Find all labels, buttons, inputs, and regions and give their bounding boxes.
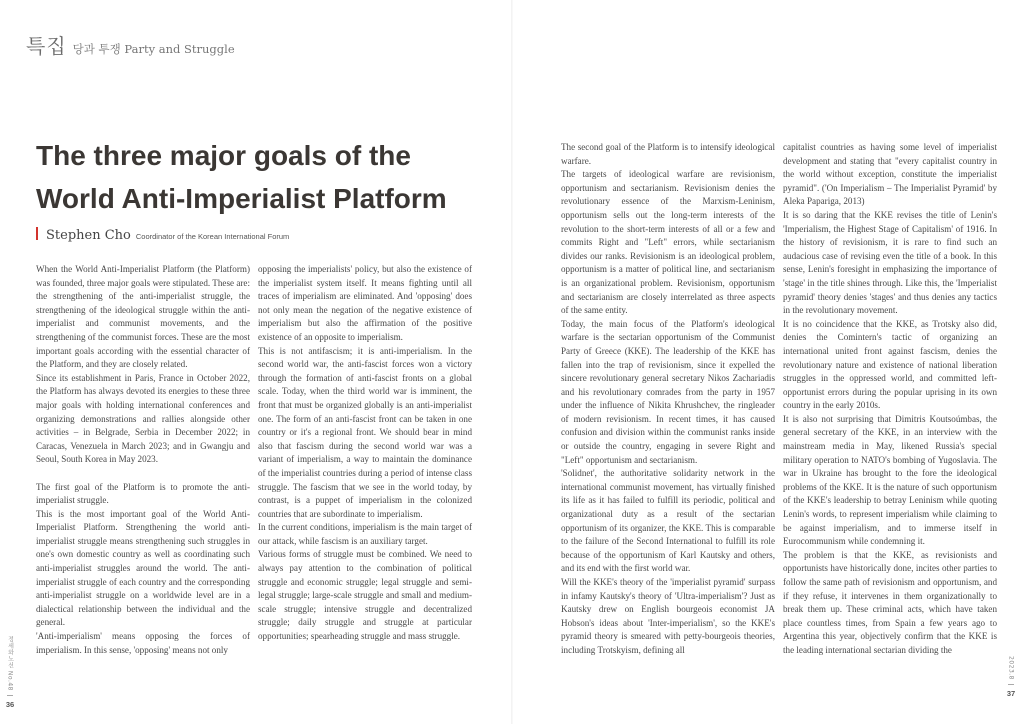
accent-bar [36, 227, 38, 240]
paragraph: Various forms of struggle must be combined. We need to always pay attention to the combination of political struggle and economic struggle; legal struggle and semi-legal struggle; large-scale struggle and small and medium-scale struggle; intensive struggle and decentralized struggle; daily struggle and struggle at particular opportunities; spearheading struggle and mass struggle. [258, 549, 472, 642]
paragraph: Will the KKE's theory of the 'imperialist pyramid' surpass in infamy Kautsky's theory of 'Ultra-imperialism'? Just as Kautsky drew on English bourgeois economist JA Hobson's ideas about 'Inter-imperialism', so the KKE's pyramid theory is smeared with petty-bourgeois theories, including Trotskyism, defining all [561, 577, 775, 655]
paragraph: In the current conditions, imperialism is the main target of our attack, while fascism is an auxiliary target. [258, 522, 472, 546]
paragraph: Today, the main focus of the Platform's ideological warfare is the sectarian opportunism of the Communist Party of Greece (KKE). The leadership of the KKE has fallen into the trap of revisionism, since it expelled the sincere revolutionary general secretary Nikos Zachariadis and his revolutionary comrades from the party in 1957 under the influence of Nikita Khrushchev, the ringleader of modern revisionism. In recent times, it has caused confusion and division within the communist ranks inside or outside the country, engaging in severe Right and "Left" opportunism and sectarianism. [561, 318, 775, 465]
section-header [26, 30, 235, 59]
article-title: The three major goals of the World Anti-Imperialist Platform [36, 140, 447, 214]
byline [36, 226, 289, 243]
author-role: Coordinator of the Korean International Forum [135, 232, 290, 241]
paragraph: It is no coincidence that the KKE, as Trotsky also did, denies the Comintern's tactic of organizing an international united front against fascism, denies the revolutionary nature and existence of national liberation struggles in the oppressed world, and committed left-opportunist errors during the popular uprising in its own country in the early 2010s. [783, 318, 997, 411]
column-3 [561, 141, 775, 658]
left-page-footer [4, 636, 16, 709]
paragraph: capitalist countries as having some level of imperialist development and stating that "every capitalist country in the world without exception, constitute the imperialist pyramid". ('On Imperialism – The Imperialist Pyramid' by Aleka Papariga, 2013) [783, 142, 997, 207]
publication-name: 정세와노선 No.48 [6, 636, 14, 692]
column-1 [36, 263, 250, 657]
section-label: 특집 [26, 34, 67, 58]
paragraph: opposing the imperialists' policy, but also the existence of the imperialist system itself. It means fighting until all traces of imperialism are eliminated. And 'opposing' does not only mean the negation of the negative existence of imperialism but also the affirmation of the positive existence of an opposite to imperialism. [258, 264, 472, 342]
paragraph: 'Anti-imperialism' means opposing the forces of imperialism. In this sense, 'opposing' means not only [36, 631, 250, 655]
right-page-footer [1005, 656, 1017, 698]
author-name: Stephen Cho [46, 228, 131, 243]
page-number-right: 37 [1006, 689, 1016, 698]
section-subtitle: 당과 투쟁 Party and Struggle [72, 42, 235, 56]
paragraph: Since its establishment in Paris, France in October 2022, the Platform has always devoted its energies to these three major goals with holding international conferences and organizing demonstrations and rallies alongside other activities – in Belgrade, Serbia in December 2022; in Caracas, Venezuela in March 2023; and in Gwangju and Seoul, South Korea in May 2023. [36, 372, 250, 465]
paragraph: 'Solidnet', the authoritative solidarity network in the international communist movement, has virtually finished its life as it has failed to fulfill its periodic, political and organizational duty as a result of the sectarian opportunism of its organizer, the KKE. This is comparable to the failure of the Second International to fulfill its role because of the opportunism of Karl Kautsky and others, and its end with the first world war. [561, 468, 775, 574]
paragraph: When the World Anti-Imperialist Platform (the Platform) was founded, three major goals were stipulated. These are: the strengthening of the anti-imperialist struggle, the strengthening of the ideological struggle within the anti-imperialist and communist movements, and the strengthening of the communist forces. These are the most important goals according with the essential character of the Platform, and they are closely related. [36, 264, 250, 370]
paragraph: This is the most important goal of the World Anti-Imperialist Platform. Strengthening the world anti-imperialist struggle means strengthening such struggles in one's own domestic country as well as coordinating such anti-imperialist struggles around the world. The anti-imperialist struggle of each country and the corresponding anti-imperialist struggle on a worldwide level are in a dialectical relationship between the individual and the general. [36, 508, 250, 628]
paragraph: It is so daring that the KKE revises the title of Lenin's 'Imperialism, the Highest Stage of Capitalism' of 1916. In the history of revisionism, it is rare to find such an audacious case of revising even the title of a book. In this sense, Lenin's foresight in emphasizing the importance of 'stage' in the title shines through. Like this, the 'Imperialist pyramid' theory denies 'stages' and thus denies any tactics in the revolutionary movement. [783, 209, 997, 316]
issue-date: 2023.8 [1007, 656, 1015, 680]
column-4 [783, 141, 997, 658]
paragraph: This is not antifascism; it is anti-imperialism. In the second world war, the anti-fascist forces won a victory through the formation of anti-fascist fronts on a global scale. Today, when the third world war is imminent, the front that must be organized globally is an anti-imperialist one. The form of an anti-fascist front can be taken in one country or it's a regional front. We should bear in mind also that fascism during the second world war was a variant of imperialism, a way to maintain the dominance of the imperialist countries during a period of intense class struggle. The fascism that we see in the world today, by contrast, is a puppet of imperialism in the colonized countries that are subordinate to imperialism. [258, 345, 472, 519]
page-number-left: 36 [5, 700, 15, 710]
paragraph: It is also not surprising that Dimitris Koutsoúmbas, the general secretary of the KKE, in an interview with the mainstream media in May, likened Russia's special military operation to NATO's bombing of Yugoslavia. The war in Ukraine has brought to the fore the ideological problems of the KKE. It is the nature of such opportunism of the KKE's leadership to betray Leninism while quoting Lenin's words, to represent imperialism while claiming to be against imperialism, and to immerse itself in Eurocommunism while condemning it. [783, 413, 997, 547]
page-gutter [511, 0, 513, 724]
column-2 [258, 263, 472, 644]
subheading: The second goal of the Platform is to intensify ideological warfare. [561, 142, 775, 166]
paragraph: The targets of ideological warfare are revisionism, opportunism and sectarianism. Revisionism denies the revolutionary essence of the Marxism-Leninism, opportunism sells out the long-term interests of the revolution to the short-term interests of all or a few and commits Right and "Left" errors, while sectarianism divides our ranks. Revisionism is an ideological problem, opportunism is a matter of political line, and sectarianism is an organizational problem. Revisionism, opportunism and sectarianism are closely interrelated as three aspects of the same entity. [561, 169, 775, 316]
paragraph: The problem is that the KKE, as revisionists and opportunists have historically done, incites other parties to follow the same path of revisionism and opportunism, and if they refuse, it intervenes in them organizationally to break them up. These criminal acts, which have taken place countless times, from Spain a few years ago to Argentina this year, objectively confirm that the KKE is the leading international sectarian dividing the [783, 549, 997, 655]
divider [7, 695, 13, 696]
subheading: The first goal of the Platform is to promote the anti-imperialist struggle. [36, 481, 250, 506]
divider [1008, 684, 1014, 685]
